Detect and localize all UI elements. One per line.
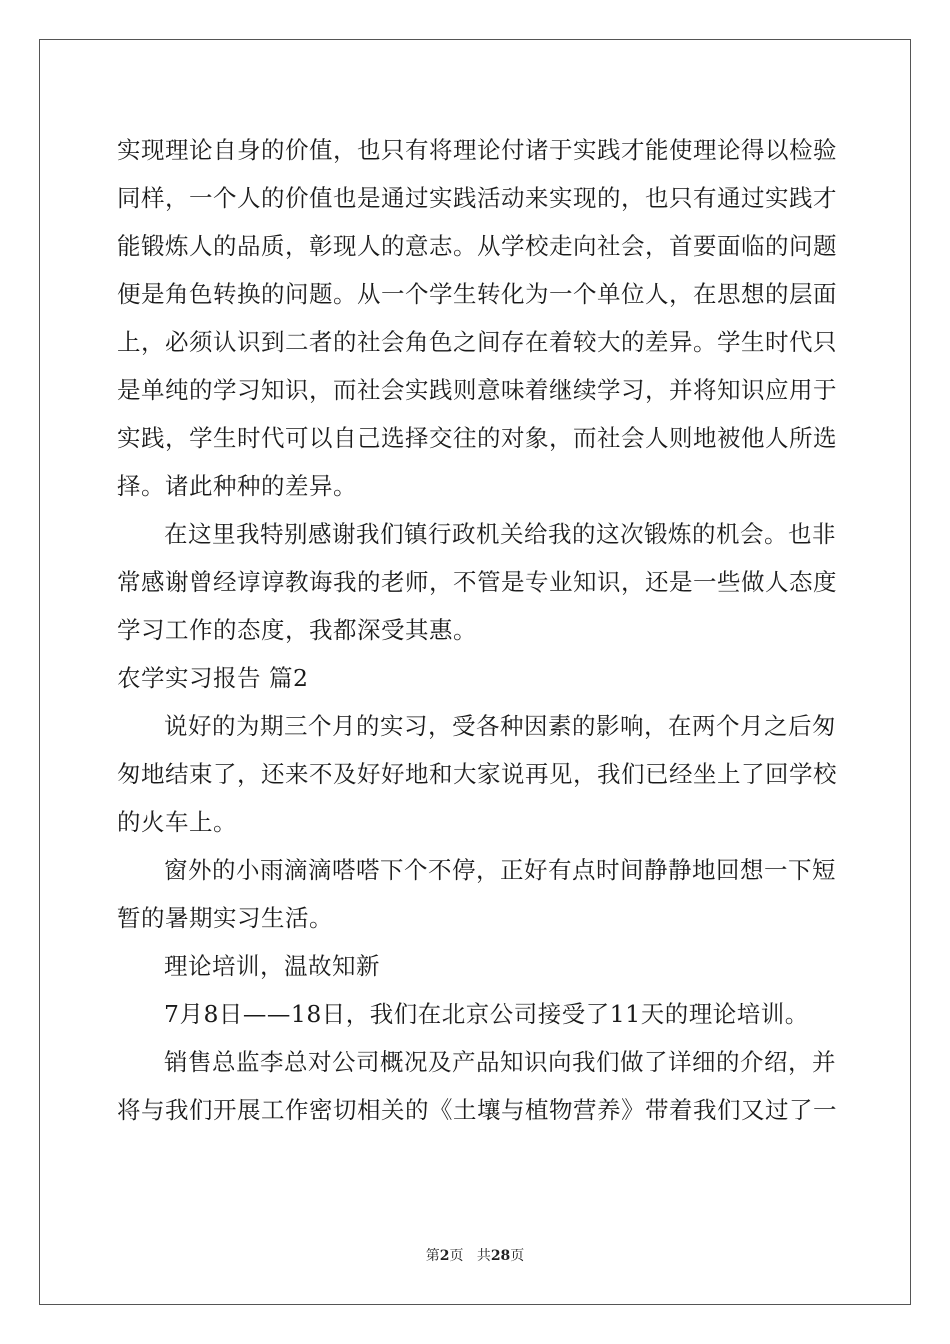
text-line: 学习工作的态度，我都深受其惠。 (117, 616, 477, 644)
text-line: 销售总监李总对公司概况及产品知识向我们做了详细的介绍，并 (164, 1048, 836, 1076)
footer-page-prefix: 第 (425, 1248, 440, 1264)
page-footer (0, 1245, 950, 1265)
text-line: 择。诸此种种的差异。 (117, 472, 357, 500)
document-body (117, 126, 837, 1134)
text-line: 的火车上。 (117, 808, 237, 836)
text-line: 在这里我特别感谢我们镇行政机关给我的这次锻炼的机会。也非 (164, 520, 836, 548)
text-line: 说好的为期三个月的实习，受各种因素的影响，在两个月之后匆 (164, 712, 836, 740)
text-line: 上，必须认识到二者的社会角色之间存在着较大的差异。学生时代只 (117, 328, 837, 356)
text-line: 暂的暑期实习生活。 (117, 904, 333, 932)
text-line: 农学实习报告 篇2 (117, 664, 309, 692)
text-line: 同样，一个人的价值也是通过实践活动来实现的，也只有通过实践才 (117, 184, 837, 212)
text-line: 能锻炼人的品质，彰现人的意志。从学校走向社会，首要面临的问题 (117, 232, 837, 260)
text-line: 理论培训，温故知新 (164, 952, 380, 980)
text-line: 将与我们开展工作密切相关的《土壤与植物营养》带着我们又过了一 (117, 1096, 837, 1124)
text-line: 实现理论自身的价值，也只有将理论付诸于实践才能使理论得以检验 (117, 136, 837, 164)
footer-total-prefix: 共 (476, 1248, 491, 1264)
footer-current-page: 2 (439, 1248, 450, 1264)
footer-page-suffix: 页 (449, 1248, 464, 1264)
footer-total-pages: 28 (490, 1248, 511, 1264)
text-line: 匆地结束了，还来不及好好地和大家说再见，我们已经坐上了回学校 (117, 760, 837, 788)
text-line: 窗外的小雨滴滴嗒嗒下个不停，正好有点时间静静地回想一下短 (164, 856, 836, 884)
text-line: 便是角色转换的问题。从一个学生转化为一个单位人，在思想的层面 (117, 280, 837, 308)
text-line: 是单纯的学习知识，而社会实践则意味着继续学习，并将知识应用于 (117, 376, 837, 404)
text-line: 实践，学生时代可以自己选择交往的对象，而社会人则地被他人所选 (117, 424, 837, 452)
text-line: 7月8日——18日，我们在北京公司接受了11天的理论培训。 (164, 1000, 809, 1028)
text-line: 常感谢曾经谆谆教诲我的老师，不管是专业知识，还是一些做人态度 (117, 568, 837, 596)
footer-total-suffix: 页 (510, 1248, 525, 1264)
